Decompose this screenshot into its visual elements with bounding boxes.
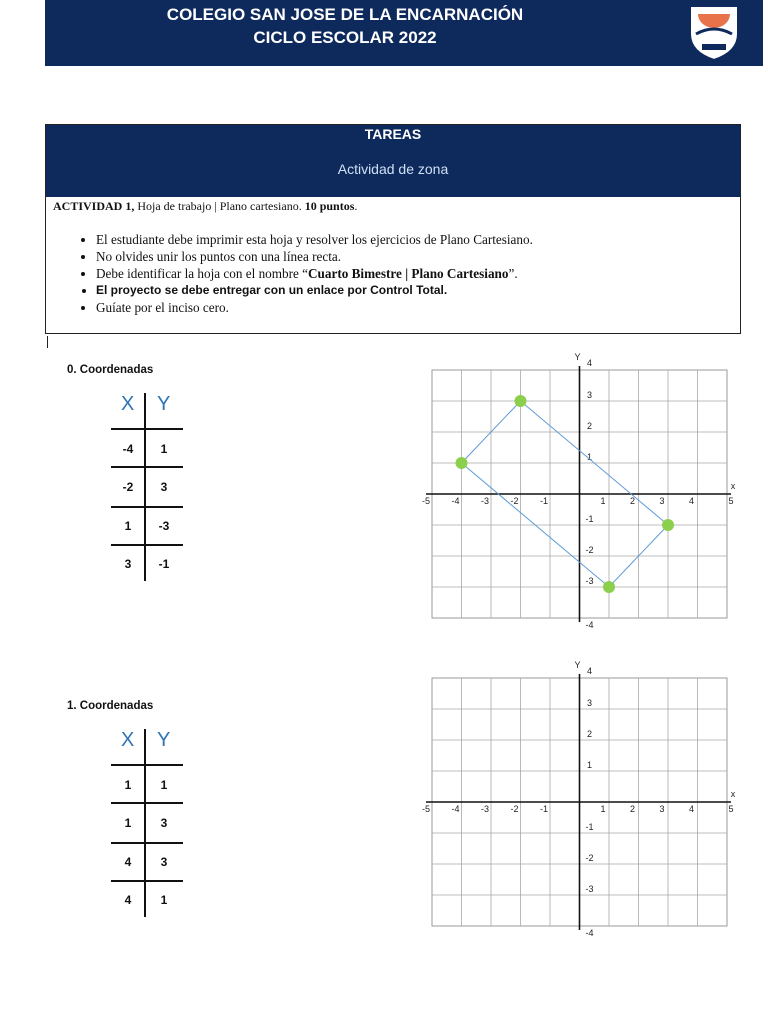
table-cell-y: 1	[160, 778, 168, 792]
y-tick-label: -2	[585, 545, 594, 555]
activity-end: .	[354, 199, 358, 213]
y-tick-label: 2	[586, 729, 593, 739]
tasks-subtitle: Actividad de zona	[46, 159, 740, 197]
y-tick-label: 1	[586, 452, 593, 462]
x-axis-label: x	[730, 481, 736, 491]
x-tick-label: -5	[421, 496, 431, 506]
x-tick-label: -3	[480, 496, 490, 506]
y-tick-label: 3	[586, 698, 593, 708]
school-name: COLEGIO SAN JOSE DE LA ENCARNACIÓN	[166, 5, 524, 24]
x-axis-label: x	[730, 789, 736, 799]
y-tick-label: 1	[586, 760, 593, 770]
activity-description: Hoja de trabajo | Plano cartesiano.	[134, 199, 305, 213]
tasks-title: TAREAS	[46, 125, 740, 160]
y-tick-label: -1	[585, 822, 594, 832]
data-point	[603, 581, 615, 593]
x-tick-label: 4	[688, 804, 695, 814]
table-cell-y: 1	[160, 893, 168, 907]
y-tick-label: -1	[585, 514, 594, 524]
instruction-item: • Guíate por el inciso cero.	[96, 299, 533, 316]
y-tick-label: -3	[585, 884, 594, 894]
data-point	[515, 395, 527, 407]
table-cell-y: 3	[160, 855, 168, 869]
exercise-1-label: 1. Coordenadas	[67, 700, 154, 712]
x-tick-label: -4	[451, 804, 460, 814]
x-tick-label: 3	[659, 496, 665, 506]
x-tick-label: 3	[659, 804, 665, 814]
table-cell-y: 3	[160, 480, 168, 494]
y-tick-label: 4	[586, 666, 593, 676]
instruction-sheet-name: Cuarto Bimestre | Plano Cartesiano	[308, 266, 509, 281]
x-tick-label: 2	[629, 804, 636, 814]
activity-number: ACTIVIDAD 1,	[53, 199, 135, 213]
x-tick-label: -5	[421, 804, 431, 814]
table-cell-x: 1	[124, 778, 132, 792]
column-x-header: X	[121, 393, 135, 415]
y-tick-label: -4	[585, 928, 594, 938]
y-tick-label: -4	[585, 620, 594, 630]
data-point	[456, 457, 468, 469]
instruction-text: ”.	[508, 266, 518, 281]
data-point	[662, 519, 674, 531]
x-tick-label: -2	[510, 496, 519, 506]
x-tick-label: 5	[728, 496, 734, 506]
instruction-item: • El proyecto se debe entregar con un enlace por Control Total.	[96, 282, 533, 299]
y-tick-label: -2	[585, 853, 594, 863]
y-tick-label: 3	[586, 390, 593, 400]
table-cell-x: 1	[124, 816, 132, 830]
y-tick-label: -3	[585, 576, 594, 586]
table-cell-x: 4	[124, 893, 132, 907]
instruction-item: • El estudiante debe imprimir esta hoja y resolver los ejercicios de Plano Cartesiano.	[96, 231, 533, 248]
x-tick-label: -2	[510, 804, 519, 814]
table-cell-x: 1	[124, 519, 132, 533]
table-cell-x: -2	[122, 480, 134, 494]
x-tick-label: 2	[629, 496, 636, 506]
column-y-header: Y	[157, 393, 171, 415]
x-tick-label: 4	[688, 496, 695, 506]
exercise-0-label: 0. Coordenadas	[67, 364, 154, 376]
activity-points: 10 puntos	[304, 199, 355, 213]
table-cell-y: -1	[158, 557, 170, 571]
x-tick-label: 1	[600, 804, 606, 814]
table-cell-x: 3	[124, 557, 132, 571]
instruction-text: Debe identificar la hoja con el nombre “	[96, 266, 309, 281]
x-tick-label: 5	[728, 804, 734, 814]
y-tick-label: 4	[586, 358, 593, 368]
y-axis-label: Y	[574, 352, 581, 362]
table-cell-x: 4	[124, 855, 132, 869]
instruction-item: • No olvides unir los puntos con una línea recta.	[96, 248, 533, 265]
x-tick-label: -1	[539, 804, 549, 814]
school-year: CICLO ESCOLAR 2022	[253, 28, 437, 47]
x-tick-label: -4	[451, 496, 460, 506]
x-tick-label: 1	[600, 496, 606, 506]
y-tick-label: 2	[586, 421, 593, 431]
table-cell-y: -3	[158, 519, 170, 533]
table-cell-y: 1	[160, 442, 168, 456]
table-cell-x: -4	[122, 442, 134, 456]
x-tick-label: -3	[480, 804, 490, 814]
column-y-header: Y	[157, 729, 171, 751]
x-tick-label: -1	[539, 496, 549, 506]
y-axis-label: Y	[574, 660, 581, 670]
column-x-header: X	[121, 729, 135, 751]
table-cell-y: 3	[160, 816, 168, 830]
